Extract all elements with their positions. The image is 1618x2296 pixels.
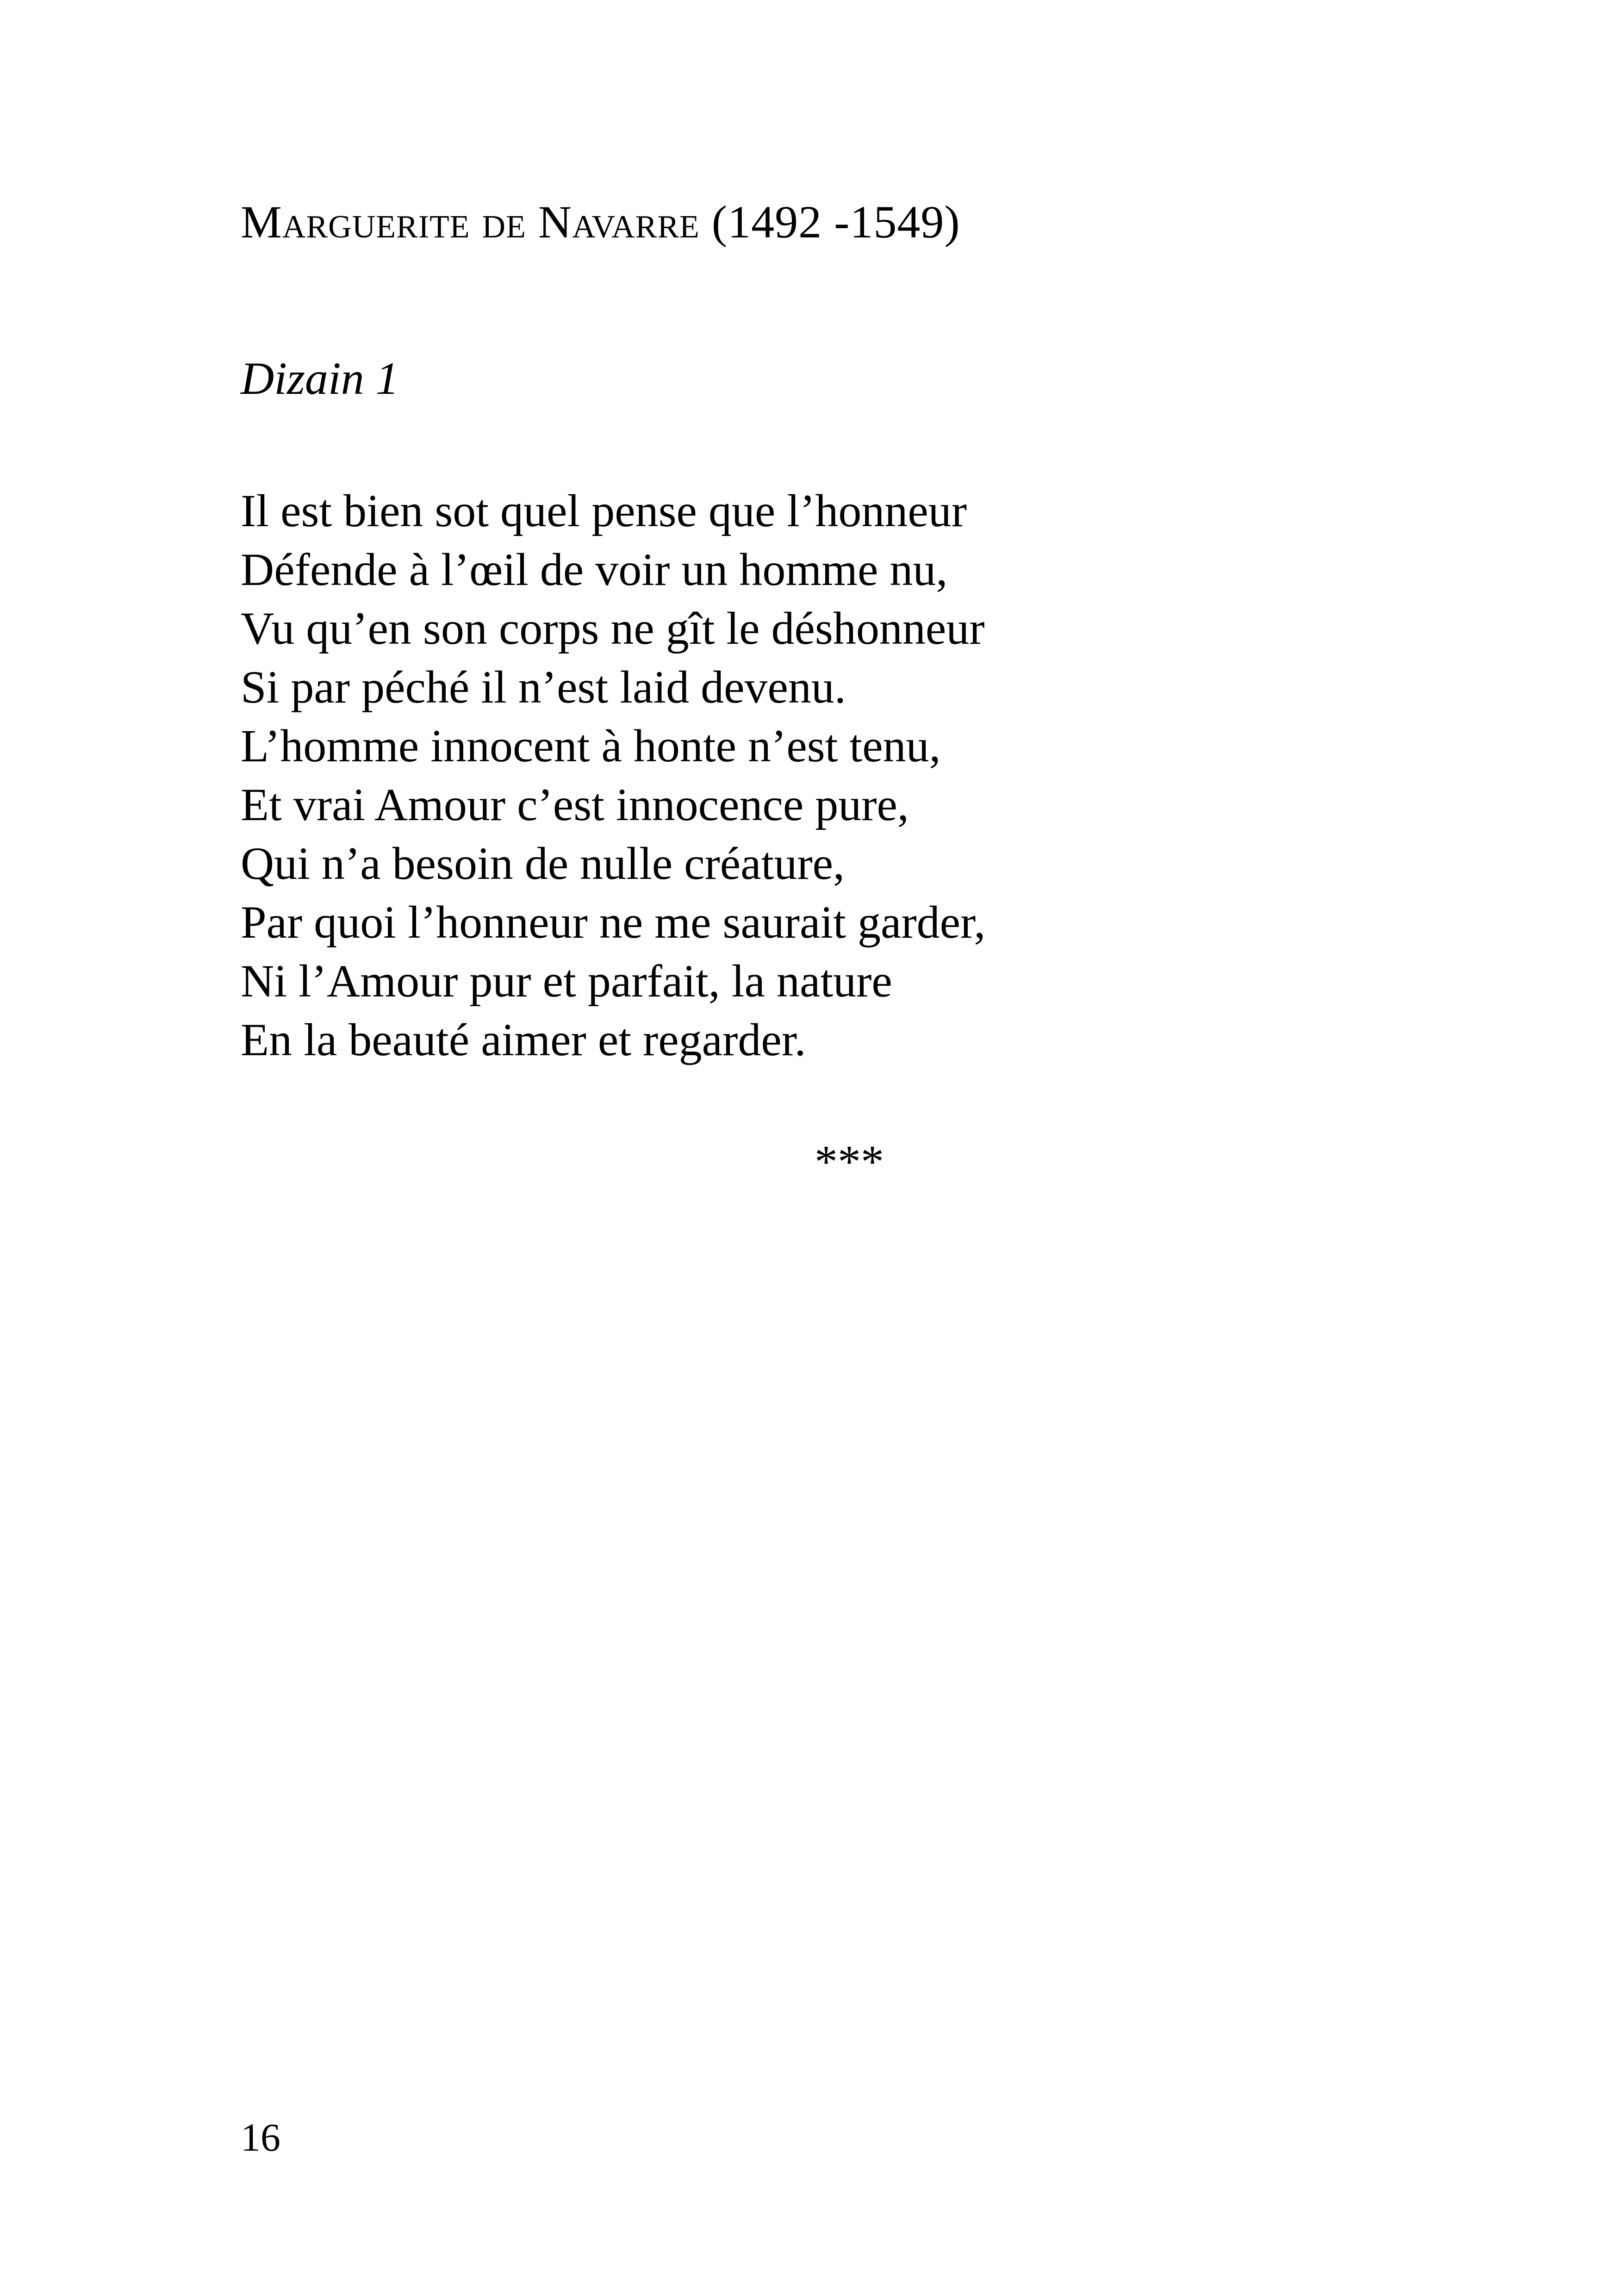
poem-line: Par quoi l’honneur ne me saurait garder, xyxy=(241,896,986,948)
poem-line: Et vrai Amour c’est innocence pure, xyxy=(241,779,909,830)
poem-line: Vu qu’en son corps ne gît le déshonneur xyxy=(241,603,985,654)
poem-line: Ni l’Amour pur et parfait, la nature xyxy=(241,955,892,1007)
page-number: 16 xyxy=(241,2115,280,2159)
poem-line: Qui n’a besoin de nulle créature, xyxy=(241,838,845,889)
poem-line: L’homme innocent à honte n’est tenu, xyxy=(241,720,941,772)
poem-line: Si par péché il n’est laid devenu. xyxy=(241,661,846,713)
poem-body xyxy=(241,481,985,1069)
poem-line: Défende à l’œil de voir un homme nu, xyxy=(241,544,948,595)
poem-line: En la beauté aimer et regarder. xyxy=(241,1014,806,1065)
author-heading: Marguerite de Navarre (1492 -1549) xyxy=(241,196,960,248)
section-separator: *** xyxy=(815,1136,884,1187)
poem-line: Il est bien sot quel pense que l’honneur xyxy=(241,485,967,536)
poem-title: Dizain 1 xyxy=(241,353,399,404)
